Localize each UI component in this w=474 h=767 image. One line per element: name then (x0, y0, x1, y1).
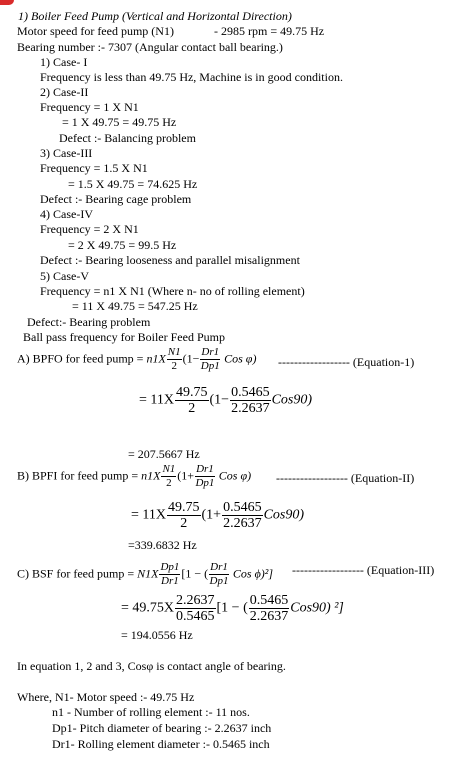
case-3-frequency: Frequency = 1.5 X N1 (40, 161, 148, 175)
case-2-calc: = 1 X 49.75 = 49.75 Hz (62, 115, 177, 129)
motor-speed-value: - 2985 rpm = 49.75 Hz (214, 24, 325, 38)
where-rolling-diameter: Dr1- Rolling element diameter :- 0.5465 inch (52, 737, 270, 751)
where-motor-speed: Where, N1- Motor speed :- 49.75 Hz (17, 690, 195, 704)
case-5-defect: Defect:- Bearing problem (27, 315, 151, 329)
case-4-title: 4) Case-IV (40, 207, 93, 221)
case-2-defect: Defect :- Balancing problem (59, 131, 196, 145)
bpfi-label: B) BPFI for feed pump (17, 468, 129, 483)
where-rolling-elements: n1 - Number of rolling element :- 11 nos. (52, 705, 250, 719)
bpfo-dr-fraction: $\frac{Dr1}{Dp1}$ (200, 346, 220, 372)
bpfi-substitution: = 11X $\frac{49.75}{2}$ (1+ $\frac{0.5465}{2.2637}$ Cos90) (131, 500, 305, 531)
case-2-title: 2) Case-II (40, 85, 89, 99)
bsf-dp-fraction: $\frac{Dp1}{Dr1}$ (160, 561, 180, 587)
bsf-equation-ref: ------------------ (Equation-III) (292, 563, 435, 577)
bsf-result: = 194.0556 Hz (121, 628, 193, 642)
bsf-substitution: = 49.75X $\frac{2.2637}{0.5465}$ [1 − ( $\frac{0.5465}{2.2637}$ Cos90) ²] (121, 593, 344, 624)
case-4-defect: Defect :- Bearing looseness and parallel misalignment (40, 253, 300, 267)
case-3-calc: = 1.5 X 49.75 = 74.625 Hz (68, 177, 198, 191)
motor-speed-label: Motor speed for feed pump (N1) (17, 24, 174, 38)
bpfo-substitution: = 11X $\frac{49.75}{2}$ (1− $\frac{0.5465}{2.2637}$ Cos90) (139, 385, 313, 416)
case-5-calc: = 11 X 49.75 = 547.25 Hz (72, 299, 198, 313)
logo-mark (0, 0, 14, 5)
section-heading: 1) Boiler Feed Pump (Vertical and Horizontal Direction) (18, 9, 292, 23)
case-1-text: Frequency is less than 49.75 Hz, Machine is in good condition. (40, 70, 343, 84)
case-4-calc: = 2 X 49.75 = 99.5 Hz (68, 238, 177, 252)
where-pitch-diameter: Dp1- Pitch diameter of bearing :- 2.2637 inch (52, 721, 272, 735)
ball-pass-heading: Ball pass frequency for Boiler Feed Pump (23, 330, 225, 344)
bpfo-equation-ref: ------------------ (Equation-1) (278, 355, 415, 369)
case-3-title: 3) Case-III (40, 146, 93, 160)
bpfo-n1-fraction: $\frac{N1}{2}$ (167, 346, 181, 372)
bpfi-formula: B) BPFI for feed pump = n1X $\frac{N1}{2}$ (1+ $\frac{Dr1}{Dp1}$ Cos φ) (17, 463, 252, 489)
case-2-frequency: Frequency = 1 X N1 (40, 100, 139, 114)
bpfo-formula: A) BPFO for feed pump = n1X $\frac{N1}{2}$ (1− $\frac{Dr1}{Dp1}$ Cos φ) (17, 346, 257, 372)
bsf-dr-fraction: $\frac{Dr1}{Dp1}$ (209, 561, 229, 587)
bpfo-result: = 207.5667 Hz (128, 447, 200, 461)
bpfi-dr-fraction: $\frac{Dr1}{Dp1}$ (195, 463, 215, 489)
case-5-frequency: Frequency = n1 X N1 (Where n- no of rolling element) (40, 284, 305, 298)
bearing-number: Bearing number :- 7307 (Angular contact ball bearing.) (17, 40, 283, 54)
case-4-frequency: Frequency = 2 X N1 (40, 222, 139, 236)
bsf-formula: C) BSF for feed pump = N1X $\frac{Dp1}{Dr1}$ [1 − ( $\frac{Dr1}{Dp1}$ Cos ϕ)²] (17, 561, 274, 587)
contact-angle-note: In equation 1, 2 and 3, Cosφ is contact angle of bearing. (17, 659, 286, 673)
case-3-defect: Defect :- Bearing cage problem (40, 192, 192, 206)
case-5-title: 5) Case-V (40, 269, 89, 283)
bpfi-n1-fraction: $\frac{N1}{2}$ (162, 463, 176, 489)
case-1-title: 1) Case- I (40, 55, 88, 69)
bpfo-label: A) BPFO for feed pump (17, 351, 134, 366)
bpfi-result: =339.6832 Hz (128, 538, 197, 552)
bpfi-equation-ref: ------------------ (Equation-II) (276, 471, 415, 485)
bsf-label: C) BSF for feed pump = (17, 566, 135, 581)
